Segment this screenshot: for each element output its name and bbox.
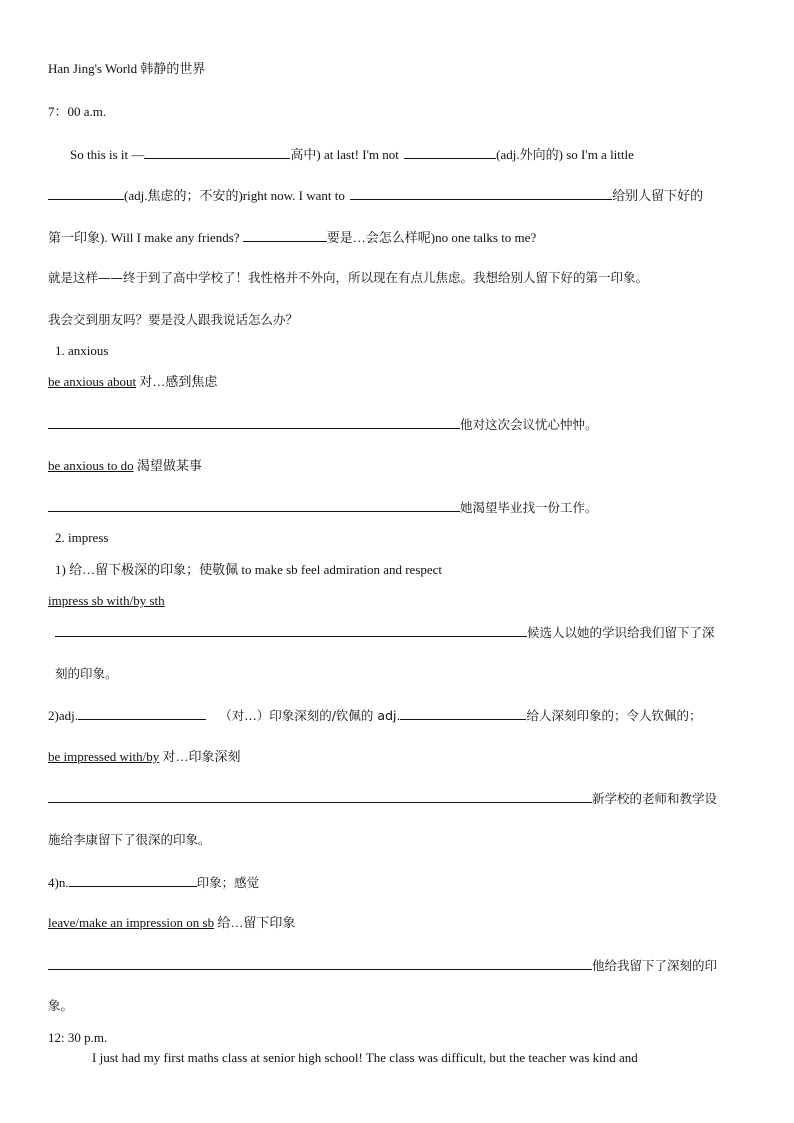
- passage-text: 高中) at last! I'm not: [290, 147, 399, 162]
- passage-text: (adj.焦虑的；不安的)right now. I want to: [124, 188, 345, 203]
- phrase: impress sb with/by sth: [48, 593, 165, 608]
- passage-text: 要是…会怎么样呢)no one talks to me?: [326, 230, 537, 245]
- answer-blank[interactable]: [69, 874, 197, 887]
- passage-line: [48, 229, 536, 246]
- passage-line: [70, 146, 634, 163]
- phrase-meaning: 渴望做某事: [136, 458, 202, 473]
- passage-text: So this is it —: [70, 147, 145, 162]
- answer-blank[interactable]: [48, 957, 592, 970]
- example-chinese: 施给李康留下了很深的印象。: [48, 832, 211, 847]
- answer-blank[interactable]: [350, 187, 612, 200]
- answer-blank[interactable]: [48, 416, 460, 429]
- translation-line: 我会交到朋友吗？要是没人跟我说话怎么办？: [48, 312, 299, 327]
- sense-label: 4)n.: [48, 875, 69, 890]
- example-line: [48, 416, 598, 433]
- phrase: be impressed with/by: [48, 749, 160, 764]
- time-heading: 7：00 a.m.: [48, 104, 107, 119]
- sense-meaning: 给人深刻印象的；令人钦佩的；: [526, 708, 702, 723]
- phrase-line: [48, 458, 202, 474]
- example-chinese: 他给我留下了深刻的印: [592, 958, 718, 973]
- example-chinese: 他对这次会议忧心忡忡。: [460, 417, 598, 432]
- answer-blank[interactable]: [48, 790, 592, 803]
- document-title: Han Jing's World 韩静的世界: [48, 61, 206, 76]
- answer-blank[interactable]: [78, 707, 206, 720]
- phrase: be anxious about: [48, 374, 137, 389]
- phrase-meaning: 对…印象深刻: [162, 749, 241, 764]
- translation-line: 就是这样——终于到了高中学校了！我性格并不外向，所以现在有点儿焦虑。我想给别人留下好的第一印象。: [48, 270, 649, 285]
- phrase-line: [48, 915, 295, 931]
- phrase-line: [48, 593, 165, 609]
- phrase: leave/make an impression on sb: [48, 915, 215, 930]
- sense-line: [48, 874, 259, 891]
- passage-text: 给别人留下好的: [612, 188, 704, 203]
- example-chinese: 象。: [48, 998, 74, 1013]
- example-line: [48, 790, 717, 807]
- passage-text: (adj.外向的) so I'm a little: [496, 147, 634, 162]
- phrase-meaning: 对…感到焦虑: [139, 374, 218, 389]
- answer-blank[interactable]: [48, 499, 460, 512]
- phrase-meaning: 给…留下印象: [217, 915, 296, 930]
- answer-blank[interactable]: [55, 624, 527, 637]
- time-heading: 12: 30 p.m.: [48, 1030, 108, 1045]
- phrase-line: [48, 374, 217, 390]
- answer-blank[interactable]: [400, 707, 526, 720]
- passage-line: I just had my first maths class at senior high school! The class was difficult, but the teacher was kind and: [92, 1050, 638, 1065]
- answer-blank[interactable]: [144, 146, 290, 159]
- passage-line: [48, 187, 703, 204]
- vocab-heading: 1. anxious: [55, 343, 109, 358]
- example-chinese: 新学校的老师和教学设: [592, 791, 718, 806]
- example-line: [55, 624, 715, 641]
- phrase-line: [48, 749, 240, 765]
- example-chinese: 刻的印象。: [55, 666, 118, 681]
- sense-line: 1) 给…留下极深的印象；使敬佩 to make sb feel admiration and respect: [55, 562, 443, 577]
- example-line: [48, 957, 717, 974]
- phrase: be anxious to do: [48, 458, 134, 473]
- example-chinese: 候选人以她的学识给我们留下了深: [527, 625, 715, 640]
- sense-label: 2)adj.: [48, 708, 78, 723]
- example-line: [48, 499, 598, 516]
- sense-line: [48, 707, 701, 724]
- sense-meaning: 印象；感觉: [196, 875, 260, 890]
- example-chinese: 她渴望毕业找一份工作。: [460, 500, 598, 515]
- sense-meaning: （对…）印象深刻的/钦佩的 adj.: [219, 708, 401, 723]
- vocab-heading: 2. impress: [55, 530, 109, 545]
- answer-blank[interactable]: [404, 146, 496, 159]
- passage-text: 第一印象). Will I make any friends?: [48, 230, 240, 245]
- answer-blank[interactable]: [48, 187, 124, 200]
- answer-blank[interactable]: [243, 229, 327, 242]
